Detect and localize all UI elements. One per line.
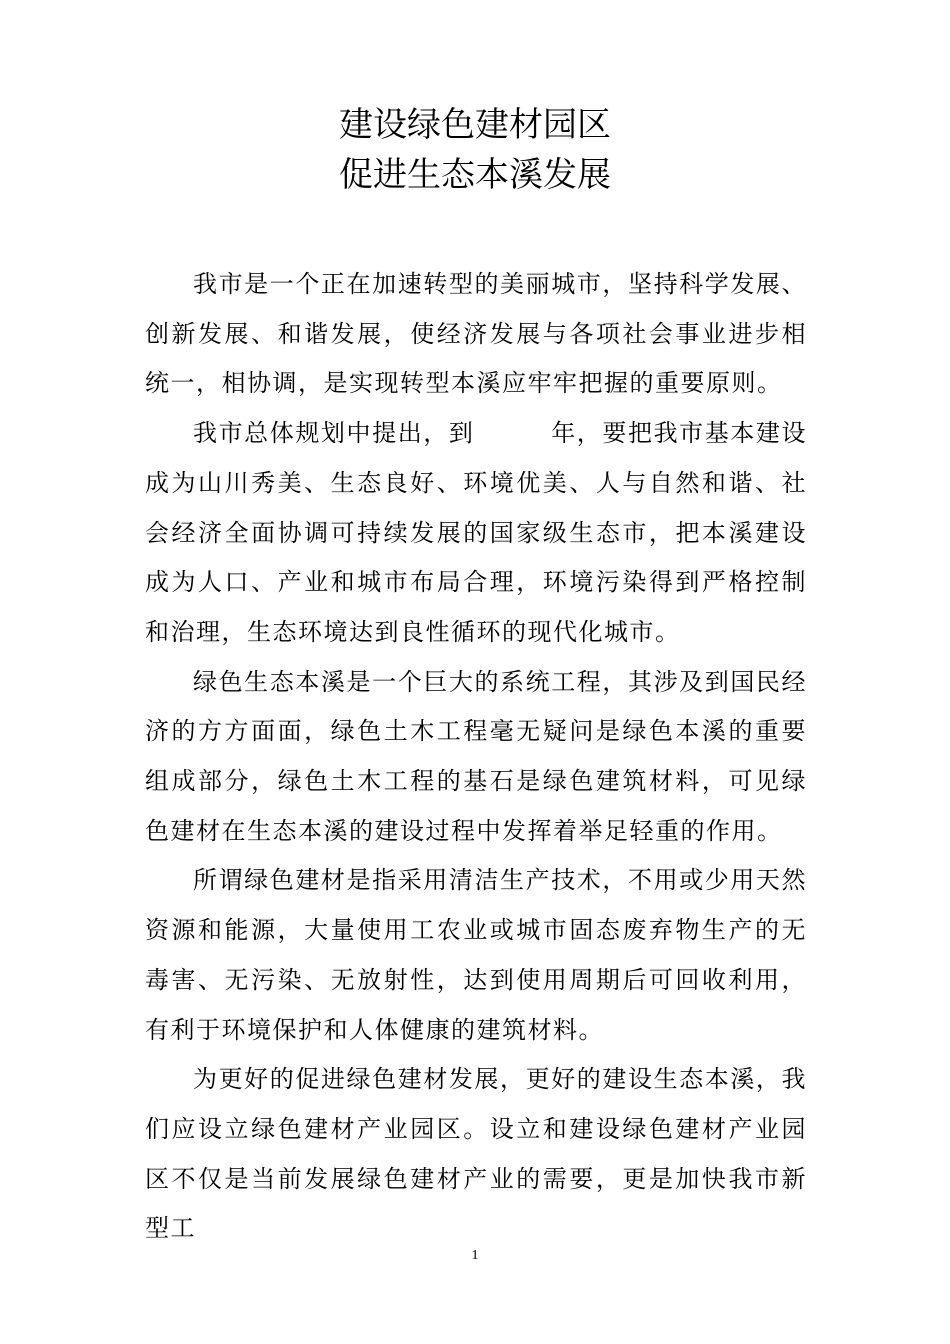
document-title bbox=[0, 100, 950, 200]
page-number: 1 bbox=[471, 1248, 479, 1263]
document-body bbox=[145, 260, 807, 1254]
paragraph-1: 我市是一个正在加速转型的美丽城市，坚持科学发展、创新发展、和谐发展，使经济发展与各项社会事业进步相统一，相协调，是实现转型本溪应牢牢把握的重要原则。 bbox=[145, 270, 807, 398]
paragraph-3: 绿色生态本溪是一个巨大的系统工程，其涉及到国民经济的方方面面，绿色土木工程毫无疑问是绿色本溪的重要组成部分，绿色土木工程的基石是绿色建筑材料，可见绿色建材在生态本溪的建设过程中发挥着举足轻重的作用。 bbox=[145, 667, 807, 845]
paragraph-2: 我市总体规划中提出，到 年，要把我市基本建设成为山川秀美、生态良好、环境优美、人与自然和谐、社会经济全面协调可持续发展的国家级生态市，把本溪建设成为人口、产业和城市布局合理，环境污染得到严格控制和治理，生态环境达到良性循环的现代化城市。 bbox=[145, 419, 807, 646]
paragraph-4: 所谓绿色建材是指采用清洁生产技术，不用或少用天然资源和能源，大量使用工农业或城市固态废弃物生产的无毒害、无污染、无放射性，达到使用周期后可回收利用，有利于环境保护和人体健康的建筑材料。 bbox=[145, 866, 807, 1044]
title-line-1: 建设绿色建材园区 bbox=[339, 105, 611, 145]
paragraph-5: 为更好的促进绿色建材发展，更好的建设生态本溪，我们应设立绿色建材产业园区。设立和建设绿色建材产业园区不仅是当前发展绿色建材产业的需要，更是加快我市新型工 bbox=[145, 1065, 807, 1243]
title-line-2: 促进生态本溪发展 bbox=[339, 155, 611, 195]
